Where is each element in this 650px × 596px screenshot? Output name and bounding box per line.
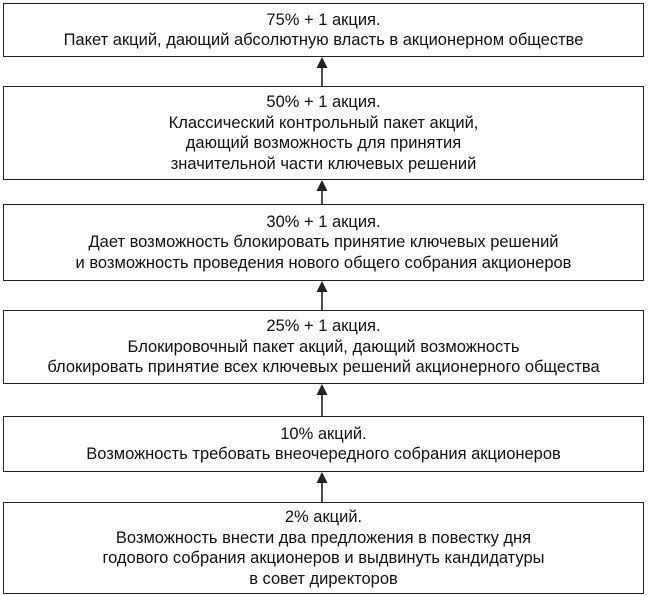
arrow-up-4 [315, 384, 329, 416]
box-25-percent [3, 310, 644, 384]
box-2-line-2: Возможность внести два предложения в повестку дня [115, 528, 532, 547]
box-2-percent [3, 502, 644, 594]
box-25-line-2: Блокировочный пакет акций, дающий возможность [127, 337, 520, 356]
box-50-line-4: значительной части ключевых решений [170, 154, 477, 173]
box-2-line-3: годового собрания акционеров и выдвинуть кандидатуры [102, 549, 545, 567]
arrow-up-1 [315, 57, 329, 86]
box-25-line-3: блокировать принятие всех ключевых решений акционерного общества [47, 358, 600, 377]
box-75-line-1: 75% + 1 акция. [266, 10, 381, 29]
box-75-line-2: Пакет акций, дающий абсолютную власть в акционерном обществе [63, 31, 584, 49]
box-50-percent [3, 86, 644, 180]
box-30-line-1: 30% + 1 акция. [266, 212, 381, 231]
box-30-line-3: и возможность проведения нового общего собрания акционеров [75, 253, 572, 272]
box-30-line-2: Дает возможность блокировать принятие ключевых решений [88, 233, 559, 252]
box-30-percent [3, 204, 644, 281]
box-10-line-1: 10% акций. [280, 424, 367, 443]
box-75-percent [3, 3, 644, 57]
box-10-line-2: Возможность требовать внеочередного собрания акционеров [86, 445, 561, 463]
box-2-line-4: в совет директоров [249, 569, 398, 588]
box-50-line-3: дающий возможность для принятия [185, 134, 462, 152]
box-50-line-2: Классический контрольный пакет акций, [168, 113, 479, 132]
arrow-up-2 [315, 180, 329, 204]
box-2-line-1: 2% акций. [284, 508, 363, 526]
box-10-percent [3, 416, 644, 472]
arrow-up-5 [315, 472, 329, 502]
box-25-line-1: 25% + 1 акция. [266, 317, 381, 336]
arrow-up-3 [315, 281, 329, 310]
box-50-line-1: 50% + 1 акция. [266, 93, 381, 111]
